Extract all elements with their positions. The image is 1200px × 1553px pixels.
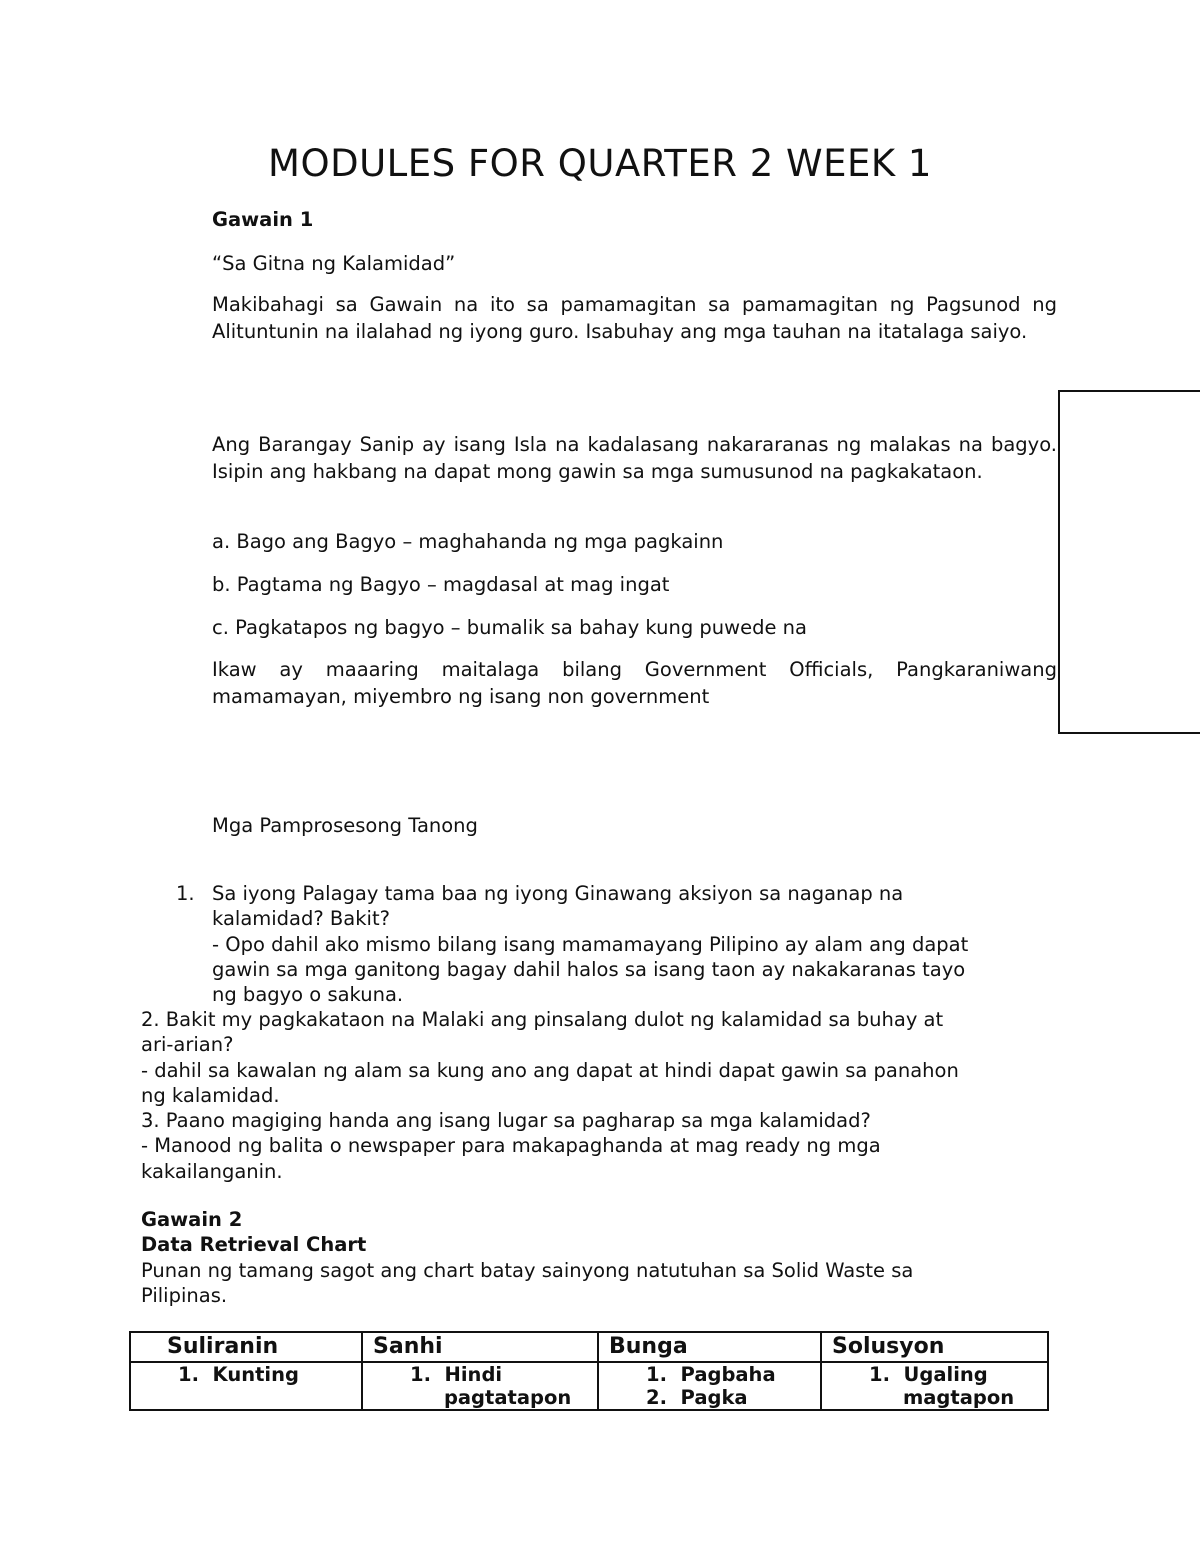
gawain1-heading: Gawain 1 <box>212 208 314 231</box>
item-a: a. Bago ang Bagyo – maghahanda ng mga pagkainn <box>212 530 724 553</box>
header-sanhi: Sanhi <box>362 1332 598 1362</box>
q2-line: ng kalamidad. <box>141 1083 280 1107</box>
gawain2-subheading: Data Retrieval Chart <box>141 1233 367 1256</box>
q1-number: 1. <box>176 882 195 905</box>
cell-sanhi: 1. Hindi pagtatapon <box>362 1362 598 1410</box>
item-c: c. Pagkatapos ng bagyo – bumalik sa bahay kung puwede na <box>212 616 807 639</box>
side-frame <box>1058 390 1200 734</box>
question-1 <box>212 881 968 1007</box>
roles-paragraph: Ikaw ay maaaring maitalaga bilang Government Officials, Pangkaraniwang mamamayan, miyembro ng isang non government <box>212 658 1057 708</box>
q3-line: - Manood ng balita o newspaper para makapaghanda at mag ready ng mga <box>141 1134 881 1158</box>
q2-line: 2. Bakit my pagkakataon na Malaki ang pinsalang dulot ng kalamidad sa buhay at <box>141 1008 944 1031</box>
chart-header-row <box>130 1332 1048 1362</box>
gawain1-instruction: Makibahagi sa Gawain na ito sa pamamagitan sa pamamagitan ng Pagsunod ng Alituntunin na ilalahad ng iyong guro. Isabuhay ang mga tauhan na itatalaga saiyo. <box>212 293 1057 343</box>
data-retrieval-chart <box>129 1331 1049 1411</box>
gawain1-scenario: Ang Barangay Sanip ay isang Isla na kadalasang nakararanas ng malakas na bagyo. Isipin ang hakbang na dapat mong gawin sa mga sumusunod na pagkakataon. <box>212 433 1057 483</box>
header-solusyon: Solusyon <box>821 1332 1048 1362</box>
page-title: MODULES FOR QUARTER 2 WEEK 1 <box>268 142 932 185</box>
cell-solusyon: 1. Ugaling magtapon <box>821 1362 1048 1410</box>
question-2 <box>141 1007 959 1108</box>
questions-heading: Mga Pamprosesong Tanong <box>212 814 478 837</box>
instruction-line: Punan ng tamang sagot ang chart batay sainyong natutuhan sa Solid Waste sa <box>141 1259 914 1282</box>
question-3 <box>141 1108 881 1184</box>
cell-suliranin: 1. Kunting <box>130 1362 362 1410</box>
gawain2-heading: Gawain 2 <box>141 1208 243 1231</box>
table-row <box>130 1362 1048 1410</box>
q3-line: 3. Paano magiging handa ang isang lugar sa pagharap sa mga kalamidad? <box>141 1109 871 1132</box>
q1-line: gawin sa mga ganitong bagay dahil halos sa isang taon ay nakakaranas tayo <box>212 957 966 981</box>
q1-line: Sa iyong Palagay tama baa ng iyong Ginawang aksiyon sa naganap na <box>212 882 904 905</box>
q1-line: kalamidad? Bakit? <box>212 907 390 931</box>
gawain2-instruction <box>141 1258 913 1309</box>
q1-line: ng bagyo o sakuna. <box>212 983 404 1007</box>
q2-line: - dahil sa kawalan ng alam sa kung ano ang dapat at hindi dapat gawin sa panahon <box>141 1058 959 1082</box>
q1-line: - Opo dahil ako mismo bilang isang mamamayang Pilipino ay alam ang dapat <box>212 932 969 956</box>
cell-bunga: 1. Pagbaha 2. Pagka <box>598 1362 821 1410</box>
header-bunga: Bunga <box>598 1332 821 1362</box>
header-suliranin: Suliranin <box>130 1332 362 1362</box>
instruction-line: Pilipinas. <box>141 1284 228 1308</box>
q2-line: ari-arian? <box>141 1033 234 1057</box>
gawain1-subtitle: “Sa Gitna ng Kalamidad” <box>212 252 456 275</box>
q3-line: kakailanganin. <box>141 1159 283 1183</box>
item-b: b. Pagtama ng Bagyo – magdasal at mag ingat <box>212 573 670 596</box>
